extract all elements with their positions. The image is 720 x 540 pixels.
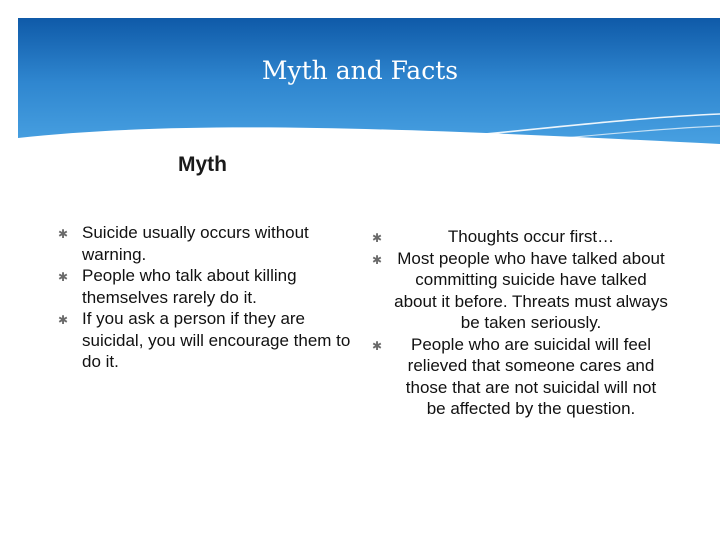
asterisk-bullet-icon: ✱	[58, 313, 69, 327]
list-item	[58, 308, 358, 373]
facts-list	[372, 226, 668, 420]
list-item	[372, 226, 668, 248]
fact-text: Thoughts occur first…	[447, 227, 615, 246]
asterisk-bullet-icon: ✱	[372, 231, 383, 245]
title-banner	[18, 18, 720, 160]
fact-text: Most people who have talked about committing suicide have talked about it before. Threats must always be taken seriously.	[394, 248, 668, 332]
asterisk-bullet-icon: ✱	[372, 252, 383, 267]
list-item	[372, 248, 668, 334]
myths-list	[58, 222, 358, 373]
asterisk-bullet-icon: ✱	[58, 270, 69, 284]
fact-text: People who are suicidal will feel relieved that someone cares and those that are not suicidal will not be affected by the question.	[405, 334, 657, 418]
list-item	[58, 265, 358, 308]
slide-title: Myth and Facts	[261, 56, 459, 85]
asterisk-bullet-icon: ✱	[372, 338, 383, 353]
myth-text: Suicide usually occurs without warning.	[82, 223, 309, 264]
list-item	[372, 334, 668, 420]
myth-text: People who talk about killing themselves rarely do it.	[82, 266, 297, 307]
column-heading-myth: Myth	[178, 153, 227, 176]
list-item	[58, 222, 358, 265]
banner-swoosh-decoration	[18, 18, 720, 160]
asterisk-bullet-icon: ✱	[58, 227, 69, 241]
myth-text: If you ask a person if they are suicidal, you will encourage them to do it.	[82, 309, 351, 371]
